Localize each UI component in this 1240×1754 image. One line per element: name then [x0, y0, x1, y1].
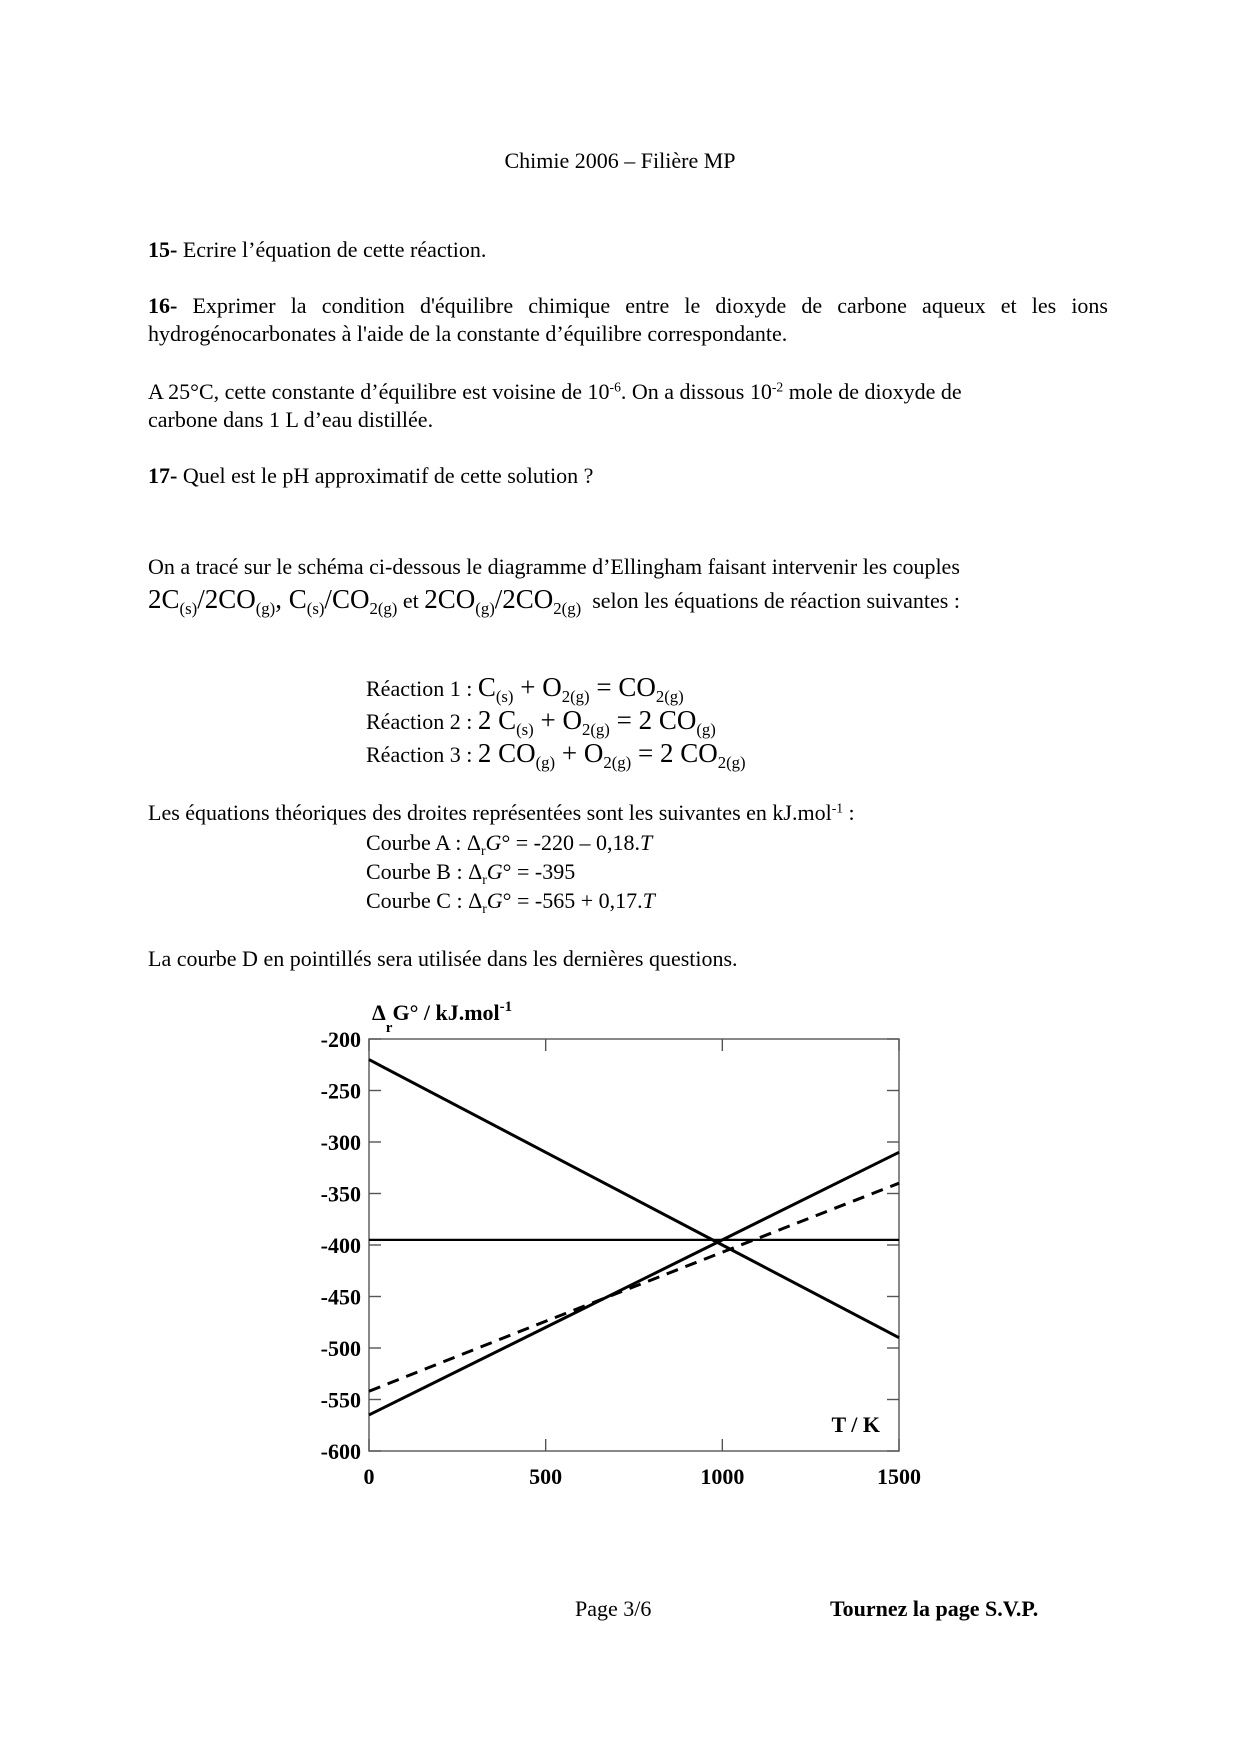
context-text: mole de dioxyde de — [783, 379, 962, 404]
y-tick-label: -550 — [320, 1387, 361, 1413]
curve-label: Courbe A : — [366, 830, 467, 855]
curve-label: Courbe B : — [366, 859, 469, 884]
x-tick-label: 1000 — [700, 1464, 745, 1489]
context-text: A 25°C, cette constante d’équilibre est voisine de 10 — [148, 379, 610, 404]
state: (g) — [255, 598, 276, 618]
y-axis-label: $\Delta_rG^\circ / kJ.mol^{-1}$ — [372, 999, 513, 1036]
state: 2(g) — [553, 598, 582, 618]
separator: , — [275, 584, 289, 614]
y-tick-label: -600 — [320, 1439, 361, 1464]
chart-lines — [369, 1060, 899, 1415]
curve-d-note: La courbe D en pointillés sera utilisée dans les dernières questions. — [148, 946, 738, 971]
y-tick-label: -450 — [320, 1284, 361, 1310]
intro-tail: selon les équations de réaction suivantes : — [581, 588, 960, 613]
page-number: Page 3/6 — [575, 1596, 652, 1621]
couple-red: 2CO — [502, 584, 554, 614]
couple-ox: 2CO — [424, 584, 476, 614]
state: (g) — [475, 598, 495, 618]
reaction-2: Réaction 2 : 2 $C_{(s)} + O_{2(g)} = 2$ $CO_{(g)}$ — [366, 705, 716, 739]
reaction-3: Réaction 3 : 2 $CO_{(g)} + O_{2(g)} = 2$ $CO_{2(g)}$ — [366, 738, 746, 772]
curve-var: T — [639, 830, 653, 855]
curve-c — [369, 1152, 899, 1415]
question-number: 15- — [148, 237, 178, 262]
curve-a — [369, 1060, 899, 1338]
couple-red: CO — [331, 584, 370, 614]
x-tick-label: 1500 — [877, 1464, 921, 1489]
y-tick-label: -250 — [320, 1078, 361, 1104]
exponent: -2 — [771, 379, 784, 395]
state: 2(g) — [369, 598, 398, 618]
curve-d — [369, 1183, 899, 1391]
state: (s) — [306, 598, 325, 618]
turn-page-note: Tournez la page S.V.P. — [830, 1596, 1039, 1621]
exponent: -1 — [831, 800, 844, 816]
equations-intro-tail: : — [843, 800, 855, 825]
exponent: -6 — [609, 379, 621, 395]
y-tick-label: -200 — [320, 1027, 361, 1052]
reaction-1: Réaction 1 : $C_{(s)} + O_{2(g)} = CO_{2(g)}$ — [366, 672, 684, 706]
ellingham-couples: $2C_{(s)}/2CO_{(g)}$, $C_{(s)}/CO_{2(g)}$ et $2CO_{(g)}/2CO_{2(g)}$ selon les équations de réaction suivantes : — [148, 584, 960, 618]
curve-b-equation: Courbe B : $\Delta_rG^\circ = -395$ — [366, 859, 576, 887]
x-axis-label: T / K — [831, 1412, 880, 1437]
reaction-label: Réaction 2 : — [366, 709, 478, 734]
equations-intro-text: Les équations théoriques des droites représentées sont les suivantes en kJ.mol — [148, 800, 832, 825]
curve-expr: = -220 – 0,18. — [510, 830, 640, 855]
state: (s) — [179, 598, 198, 618]
question-number: 16- — [148, 293, 178, 318]
y-tick-label: -500 — [320, 1336, 361, 1361]
separator: et — [397, 588, 425, 613]
x-tick-label: 0 — [363, 1464, 375, 1489]
curve-label: Courbe C : — [366, 888, 469, 913]
question-text: Exprimer la condition d'équilibre chimique entre le dioxyde de carbone aqueux et les ions hydrogénocarbonates à l'aide de la constante d’équilibre correspondante. — [148, 293, 1108, 346]
curve-expr: = -395 — [511, 859, 576, 884]
couple-red: 2CO — [204, 584, 256, 614]
y-tick-label: -400 — [320, 1233, 361, 1258]
context-text: carbone dans 1 L d’eau distillée. — [148, 407, 434, 432]
y-tick-label: -300 — [320, 1130, 361, 1155]
context-text: . On a dissous 10 — [620, 379, 772, 404]
curve-a-equation: Courbe A : $\Delta_rG^\circ = -220 - 0,18.T$ — [366, 830, 653, 858]
chart-labels — [321, 999, 921, 1489]
curve-expr: = -565 + 0,17. — [511, 888, 643, 913]
reaction-label: Réaction 3 : — [366, 742, 478, 767]
couple-ox: 2C — [148, 584, 180, 614]
page-header-title: Chimie 2006 – Filière MP — [504, 148, 736, 173]
y-tick-label: -350 — [320, 1181, 361, 1207]
question-text: Quel est le pH approximatif de cette solution ? — [182, 463, 594, 488]
curve-var: T — [642, 888, 655, 913]
couple-ox: C — [288, 584, 307, 614]
question-text: Ecrire l’équation de cette réaction. — [182, 237, 487, 262]
x-tick-label: 500 — [529, 1464, 563, 1489]
reaction-label: Réaction 1 : — [366, 676, 478, 701]
ellingham-intro: On a tracé sur le schéma ci-dessous le diagramme d’Ellingham faisant intervenir les couples — [148, 554, 960, 579]
question-number: 17- — [148, 463, 178, 488]
curve-c-equation: Courbe C : $\Delta_rG^\circ = -565 + 0,17.T$ — [366, 888, 655, 916]
